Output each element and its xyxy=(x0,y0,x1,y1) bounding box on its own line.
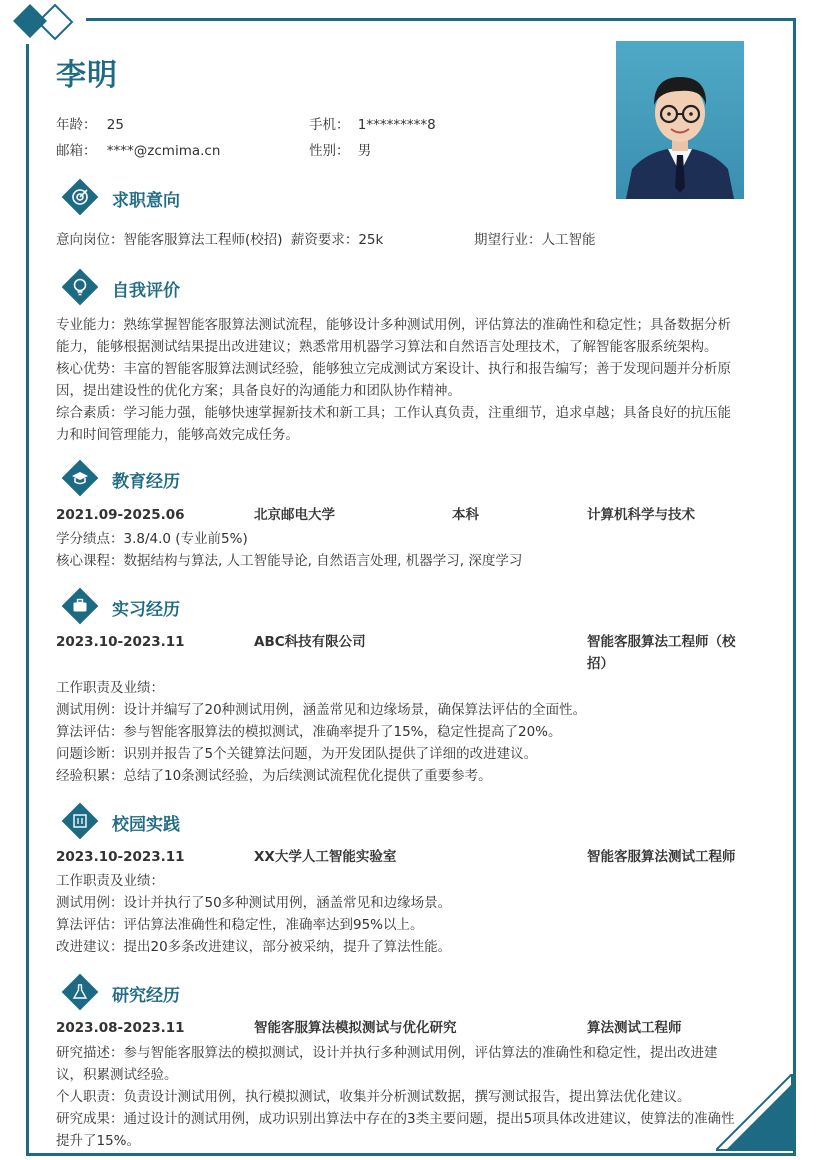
target-icon xyxy=(60,177,100,217)
campus-role: 智能客服算法测试工程师 xyxy=(587,849,736,865)
education-major: 计算机科学与技术 xyxy=(587,507,695,523)
education-degree: 本科 xyxy=(452,507,479,523)
email-value: ****@zcmima.cn xyxy=(106,143,221,159)
self-line: 因，提出建设性的优化方案；具备良好的沟通能力和团队协作精神。 xyxy=(56,383,461,399)
lightbulb-icon xyxy=(60,267,100,307)
section-title-campus: 校园实践 xyxy=(112,815,180,835)
education-school: 北京邮电大学 xyxy=(254,507,335,523)
self-line: 核心优势：丰富的智能客服算法测试经验，能够独立完成测试方案设计、执行和报告编写；善于发现问题并分析原 xyxy=(56,361,731,377)
internship-line: 经验积累：总结了10条测试经验，为后续测试流程优化提供了重要参考。 xyxy=(56,768,492,784)
intent-industry: 期望行业：人工智能 xyxy=(474,232,596,248)
internship-line: 问题诊断：识别并报告了5个关键算法问题，为开发团队提供了详细的改进建议。 xyxy=(56,746,538,762)
research-line: 个人职责：负责设计测试用例，执行模拟测试，收集并分析测试数据，撰写测试报告，提出算法优化建议。 xyxy=(56,1089,691,1105)
age-row xyxy=(56,113,124,133)
internship-role xyxy=(587,631,736,675)
internship-role-line: 招） xyxy=(587,656,614,672)
frame-left-border xyxy=(26,44,29,1156)
section-title-research: 研究经历 xyxy=(112,986,180,1006)
research-period: 2023.08-2023.11 xyxy=(56,1020,185,1036)
self-line: 专业能力：熟练掌握智能客服算法测试流程，能够设计多种测试用例，评估算法的准确性和稳定性；具备数据分析 xyxy=(56,317,731,333)
gender-value: 男 xyxy=(357,143,372,159)
intent-salary: 薪资要求：25k xyxy=(290,232,384,248)
research-role: 算法测试工程师 xyxy=(587,1020,682,1036)
research-line: 议，积累测试经验。 xyxy=(56,1067,178,1083)
campus-org: XX大学人工智能实验室 xyxy=(254,849,397,865)
campus-line: 工作职责及业绩： xyxy=(56,873,164,889)
gender-label: 性别： xyxy=(309,143,350,159)
internship-line: 工作职责及业绩： xyxy=(56,680,164,696)
graduation-cap-icon xyxy=(60,458,100,498)
profile-photo xyxy=(616,41,744,199)
self-line: 力和时间管理能力，能够高效完成任务。 xyxy=(56,427,299,443)
research-line: 提升了15%。 xyxy=(56,1133,141,1149)
education-line: 学分绩点：3.8/4.0 (专业前5%) xyxy=(56,531,248,547)
research-line: 研究描述：参与智能客服算法的模拟测试，设计并执行多种测试用例，评估算法的准确性和稳定性，提出改进建 xyxy=(56,1045,718,1061)
frame-right-border xyxy=(793,18,796,1156)
intent-row xyxy=(56,229,768,251)
email-row xyxy=(56,139,220,159)
self-line: 能力，能够根据测试结果提出改进建议；熟悉常用机器学习算法和自然语言处理技术，了解智能客服系统架构。 xyxy=(56,339,718,355)
internship-company: ABC科技有限公司 xyxy=(254,634,366,650)
self-line: 综合素质：学习能力强，能够快速掌握新技术和新工具；工作认真负责，注重细节，追求卓越；具备良好的抗压能 xyxy=(56,405,731,421)
frame-bottom-border xyxy=(26,1153,796,1156)
flask-icon xyxy=(60,972,100,1012)
frame-top-border xyxy=(86,18,796,21)
campus-line: 测试用例：设计并执行了50多种测试用例，涵盖常见和边缘场景。 xyxy=(56,895,452,911)
phone-row xyxy=(309,113,436,133)
campus-period: 2023.10-2023.11 xyxy=(56,849,185,865)
education-period: 2021.09-2025.06 xyxy=(56,507,185,523)
candidate-name: 李明 xyxy=(56,58,118,93)
internship-line: 测试用例：设计并编写了20种测试用例，涵盖常见和边缘场景，确保算法评估的全面性。 xyxy=(56,702,587,718)
section-title-internship: 实习经历 xyxy=(112,600,180,620)
briefcase-icon xyxy=(60,586,100,626)
section-title-education: 教育经历 xyxy=(112,472,180,492)
education-line: 核心课程：数据结构与算法, 人工智能导论, 自然语言处理, 机器学习, 深度学习 xyxy=(56,553,523,569)
research-line: 研究成果：通过设计的测试用例，成功识别出算法中存在的3类主要问题，提出5项具体改进建议，使算法的准确性 xyxy=(56,1111,735,1127)
phone-value: 1*********8 xyxy=(357,117,436,133)
section-title-self: 自我评价 xyxy=(112,281,180,301)
intent-position: 意向岗位：智能客服算法工程师(校招) xyxy=(56,232,283,248)
internship-role-line: 智能客服算法工程师（校 xyxy=(587,634,736,650)
email-label: 邮箱： xyxy=(56,143,97,159)
internship-line: 算法评估：参与智能客服算法的模拟测试，准确率提升了15%，稳定性提高了20%。 xyxy=(56,724,562,740)
campus-line: 改进建议：提出20多条改进建议，部分被采纳，提升了算法性能。 xyxy=(56,939,452,955)
research-project: 智能客服算法模拟测试与优化研究 xyxy=(254,1020,457,1036)
internship-period: 2023.10-2023.11 xyxy=(56,634,185,650)
corner-diamond-fill xyxy=(13,4,47,38)
age-value: 25 xyxy=(106,117,124,133)
age-label: 年龄： xyxy=(56,117,97,133)
gender-row xyxy=(309,139,371,159)
phone-label: 手机： xyxy=(309,117,350,133)
section-title-intent: 求职意向 xyxy=(112,191,180,211)
building-icon xyxy=(60,801,100,841)
campus-line: 算法评估：评估算法准确性和稳定性，准确率达到95%以上。 xyxy=(56,917,424,933)
